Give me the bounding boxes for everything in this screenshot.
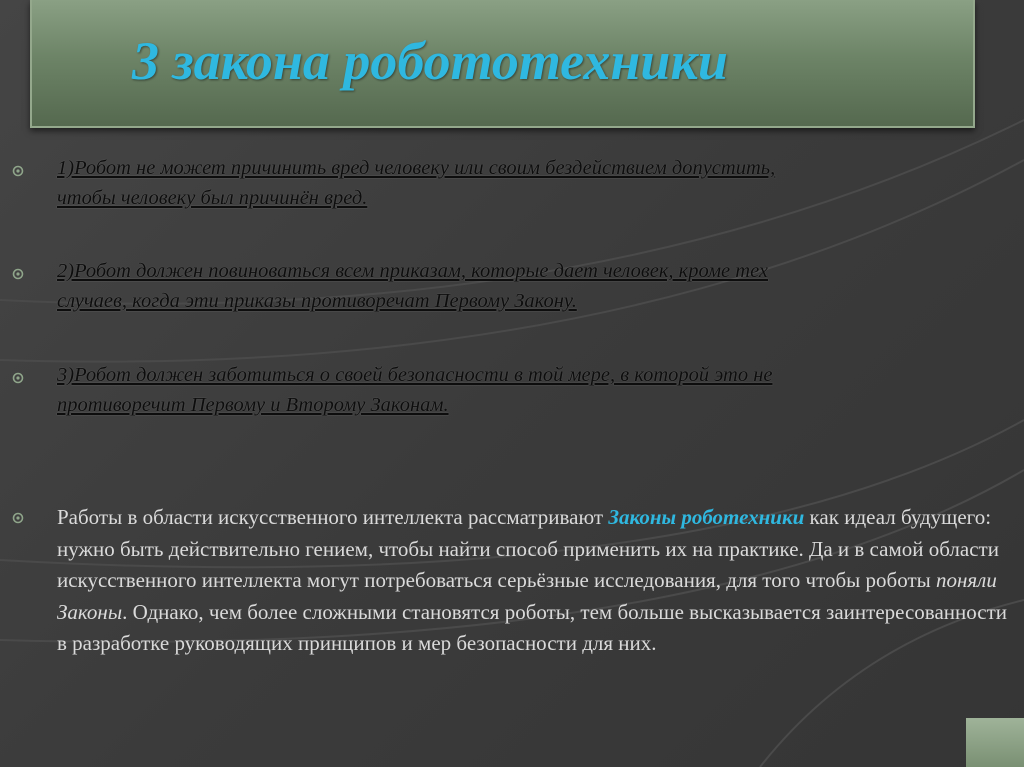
body-paragraph [57, 502, 1019, 660]
paragraph-italic: поняли Законы [57, 568, 997, 624]
title-bar [30, 0, 975, 128]
law-1 [57, 153, 987, 213]
law-1-line-1: 1)Робот не может причинить вред человеку или своим бездействием допустить, [57, 157, 776, 179]
law-3-line-1: 3)Робот должен заботиться о своей безопасности в той мере, в которой это не [57, 364, 773, 386]
circle-bullet-icon [12, 372, 24, 384]
paragraph-text-1: Работы в области искусственного интеллекта рассматривают [57, 505, 609, 529]
paragraph-highlight: Законы роботехники [608, 505, 805, 529]
law-2 [57, 256, 987, 316]
circle-bullet-icon [12, 512, 24, 524]
law-3 [57, 360, 987, 420]
corner-decoration [966, 718, 1024, 767]
circle-bullet-icon [12, 268, 24, 280]
law-2-line-2: случаев, когда эти приказы противоречат Первому Закону. [57, 290, 577, 312]
paragraph-text-2: как идеал будущего: нужно быть действительно гением, чтобы найти способ применить их на практике. Да и в самой области искусственного интеллекта могут потребоваться серьёзные исследования, для того чтобы роботы [57, 505, 999, 592]
law-1-line-2: чтобы человеку был причинён вред. [57, 187, 368, 209]
law-3-line-2: противоречит Первому и Второму Законам. [57, 394, 449, 416]
paragraph-text-3: . Однако, чем более сложными становятся роботы, тем больше высказывается заинтересованности в разработке руководящих принципов и мер безопасности для них. [57, 599, 1008, 655]
slide-title: 3 закона робототехники [132, 31, 728, 91]
circle-bullet-icon [12, 165, 24, 177]
law-2-line-1: 2)Робот должен повиноваться всем приказам, которые дает человек, кроме тех [57, 260, 769, 282]
